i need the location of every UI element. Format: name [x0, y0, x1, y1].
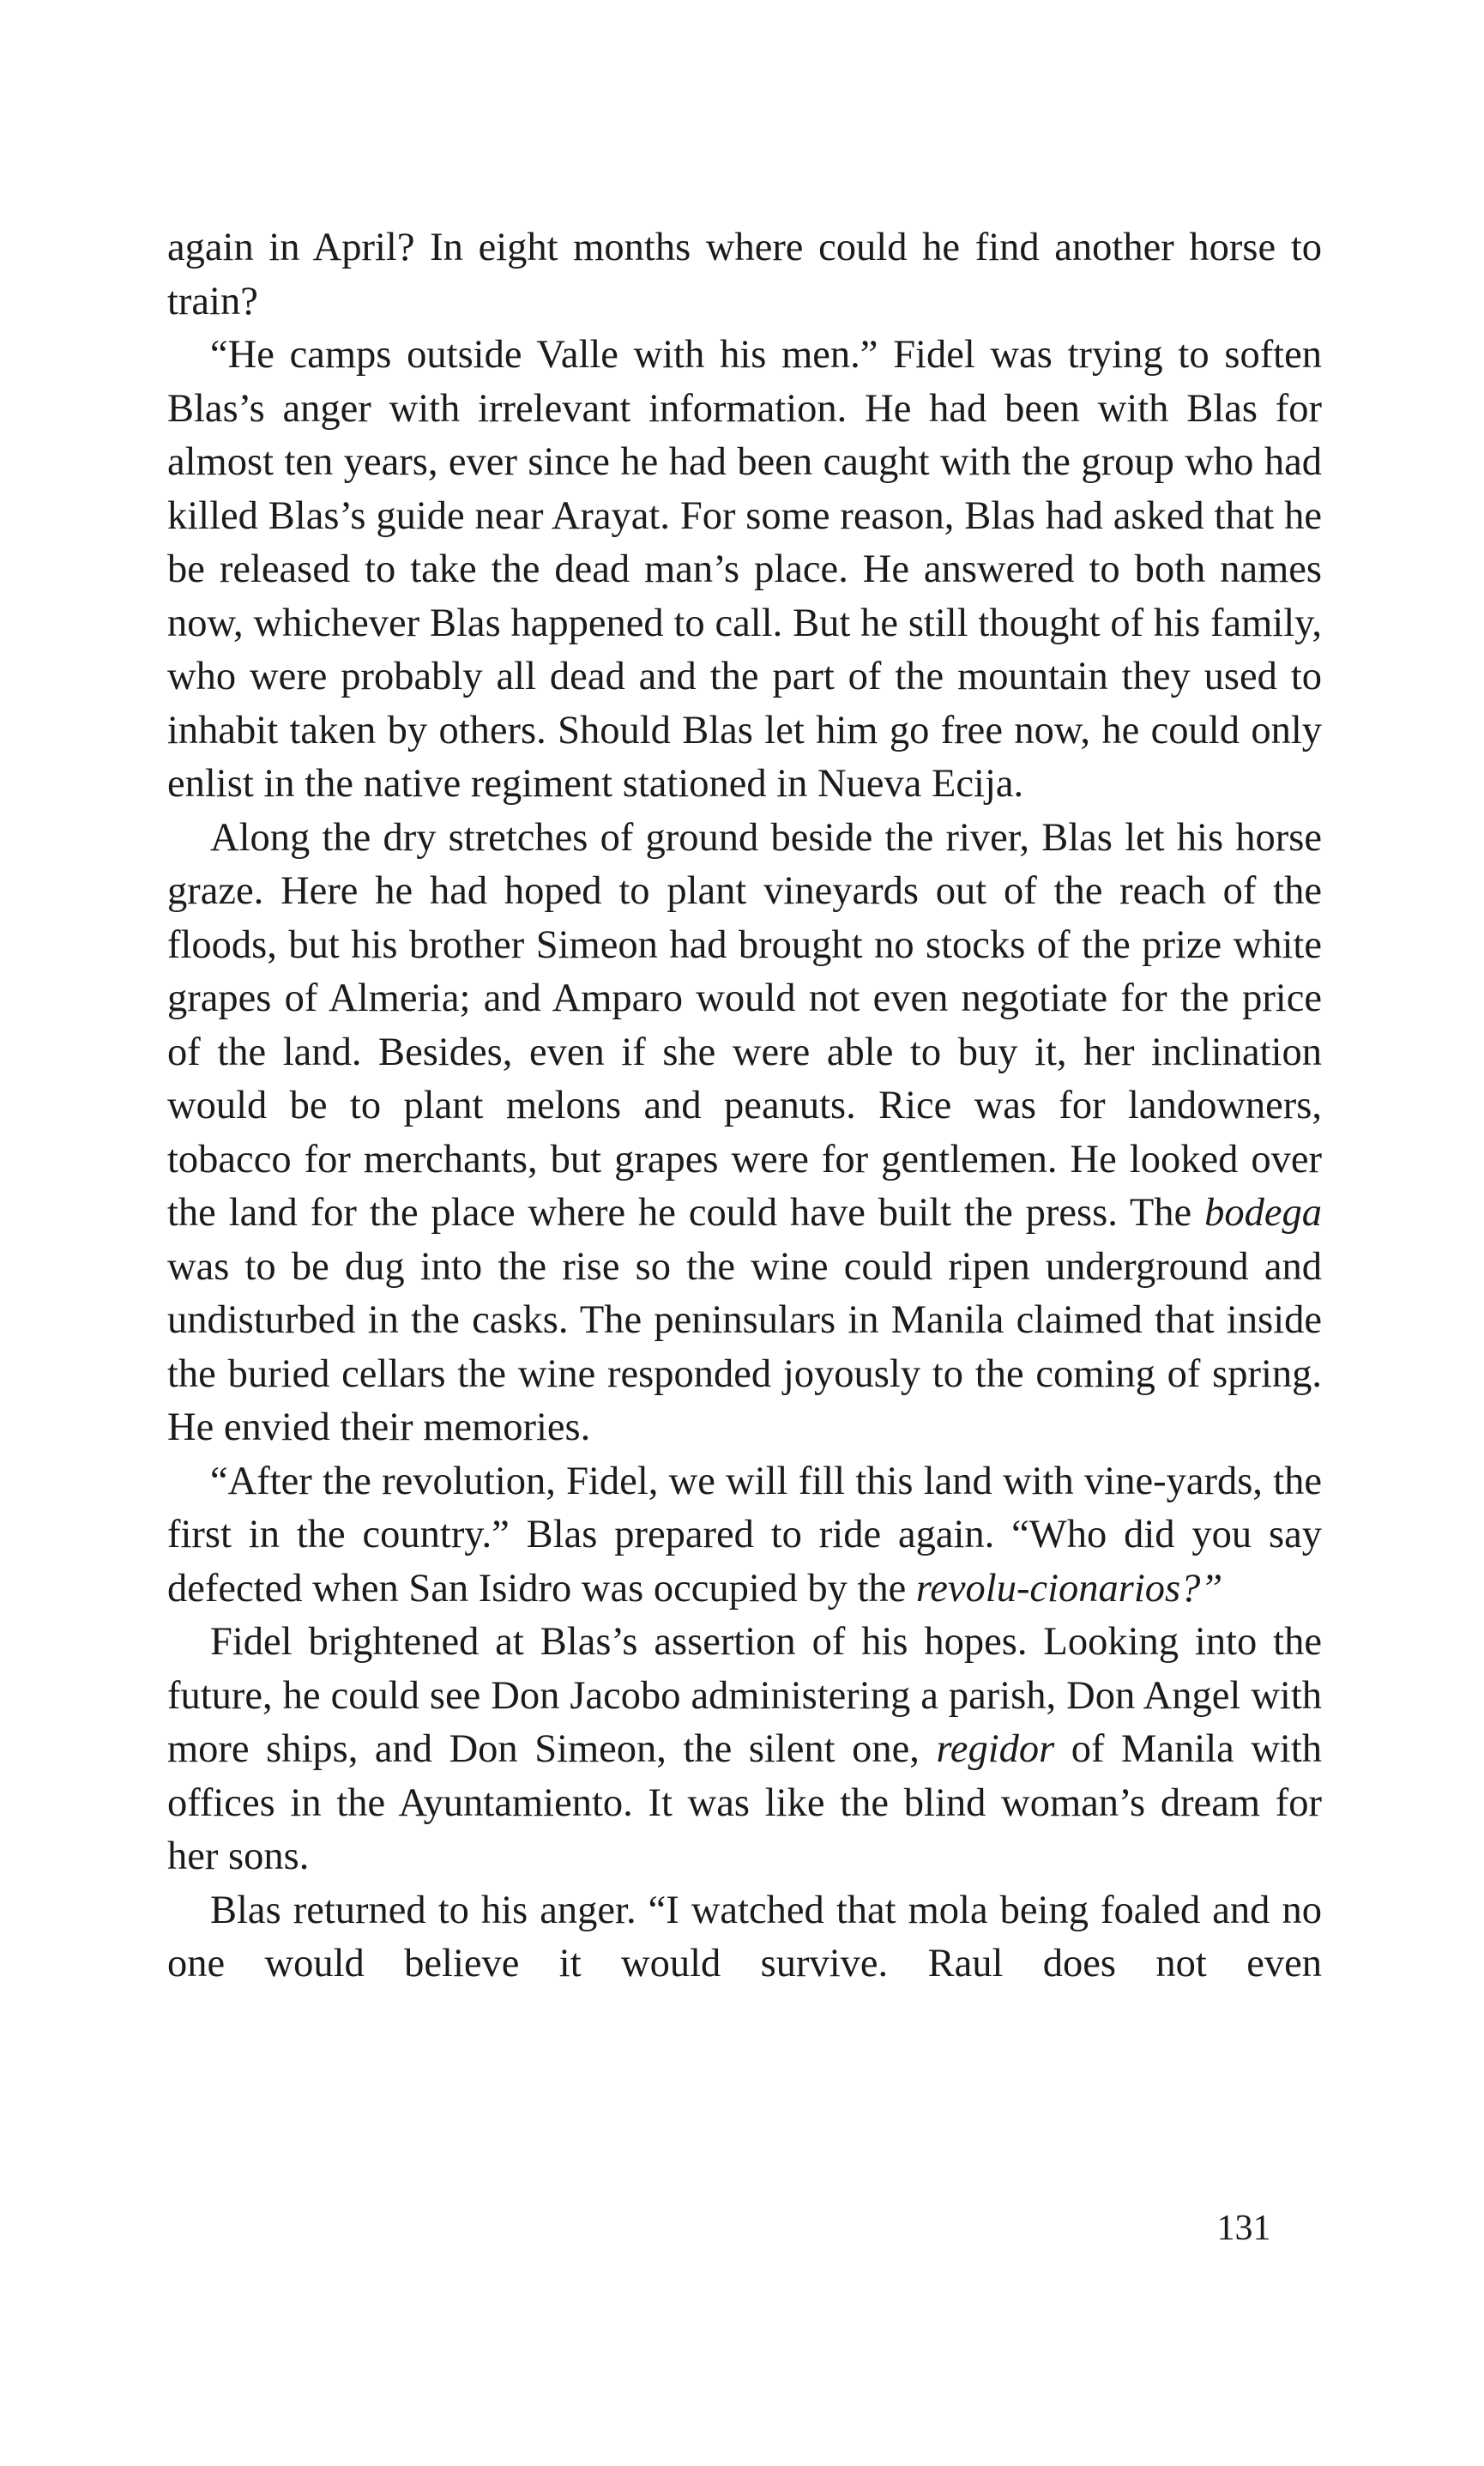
text-segment: again in April? In eight months where could he find another horse to train? [167, 226, 1322, 323]
text-segment: “After the revolution, Fidel, we will fill this land with vine-yards, the first in the country.” Blas prepared to ride again. “Who did you say defected when San Isidro was occupied by the [167, 1459, 1322, 1611]
italic-text-segment: bodega [1204, 1191, 1322, 1235]
paragraph-4 [167, 1455, 1322, 1617]
paragraph-6 [167, 1884, 1322, 1992]
paragraph-1 [167, 221, 1322, 329]
italic-text-segment: revolu-cionarios?” [915, 1566, 1223, 1611]
italic-text-segment: regidor [936, 1727, 1055, 1771]
text-segment: Blas returned to his anger. “I watched that mola being foaled and no one would believe it would survive. Raul does not even [167, 1888, 1322, 1985]
text-segment: Fidel brightened at Blas’s assertion of his hopes. Looking into the future, he could see Don Jacobo administering a parish, Don Angel with more ships, and Don Simeon, the silent one, [167, 1620, 1322, 1771]
page-number: 131 [1216, 2209, 1271, 2248]
text-segment: was to be dug into the rise so the wine could ripen underground and undisturbed in the casks. The peninsulars in Manila claimed that inside the buried cellars the wine responded joyously to the coming of spring. He envied their memories. [167, 1244, 1322, 1449]
paragraph-5 [167, 1616, 1322, 1884]
paragraph-2 [167, 329, 1322, 812]
body-text [167, 221, 1322, 1992]
text-segment: “He camps outside Valle with his men.” Fidel was trying to soften Blas’s anger with irrelevant information. He had been with Blas for almost ten years, ever since he had been caught with the group who had killed Blas’s guide near Arayat. For some reason, Blas had asked that he be released to take the dead man’s place. He answered to both names now, whichever Blas happened to call. But he still thought of his family, who were probably all dead and the part of the mountain they used to inhabit taken by others. Should Blas let him go free now, he could only enlist in the native regiment stationed in Nueva Ecija. [167, 333, 1322, 806]
paragraph-3 [167, 812, 1322, 1455]
text-segment: Along the dry stretches of ground beside the river, Blas let his horse graze. Here he had hoped to plant vineyards out of the reach of the floods, but his brother Simeon had brought no stocks of the prize white grapes of Almeria; and Amparo would not even negotiate for the price of the land. Besides, even if she were able to buy it, her inclination would be to plant melons and peanuts. Rice was for landowners, tobacco for merchants, but grapes were for gentlemen. He looked over the land for the place where he could have built the press. The [167, 815, 1322, 1235]
text-segment: of Manila with offices in the Ayuntamiento. It was like the blind woman’s dream for her sons. [167, 1727, 1322, 1878]
